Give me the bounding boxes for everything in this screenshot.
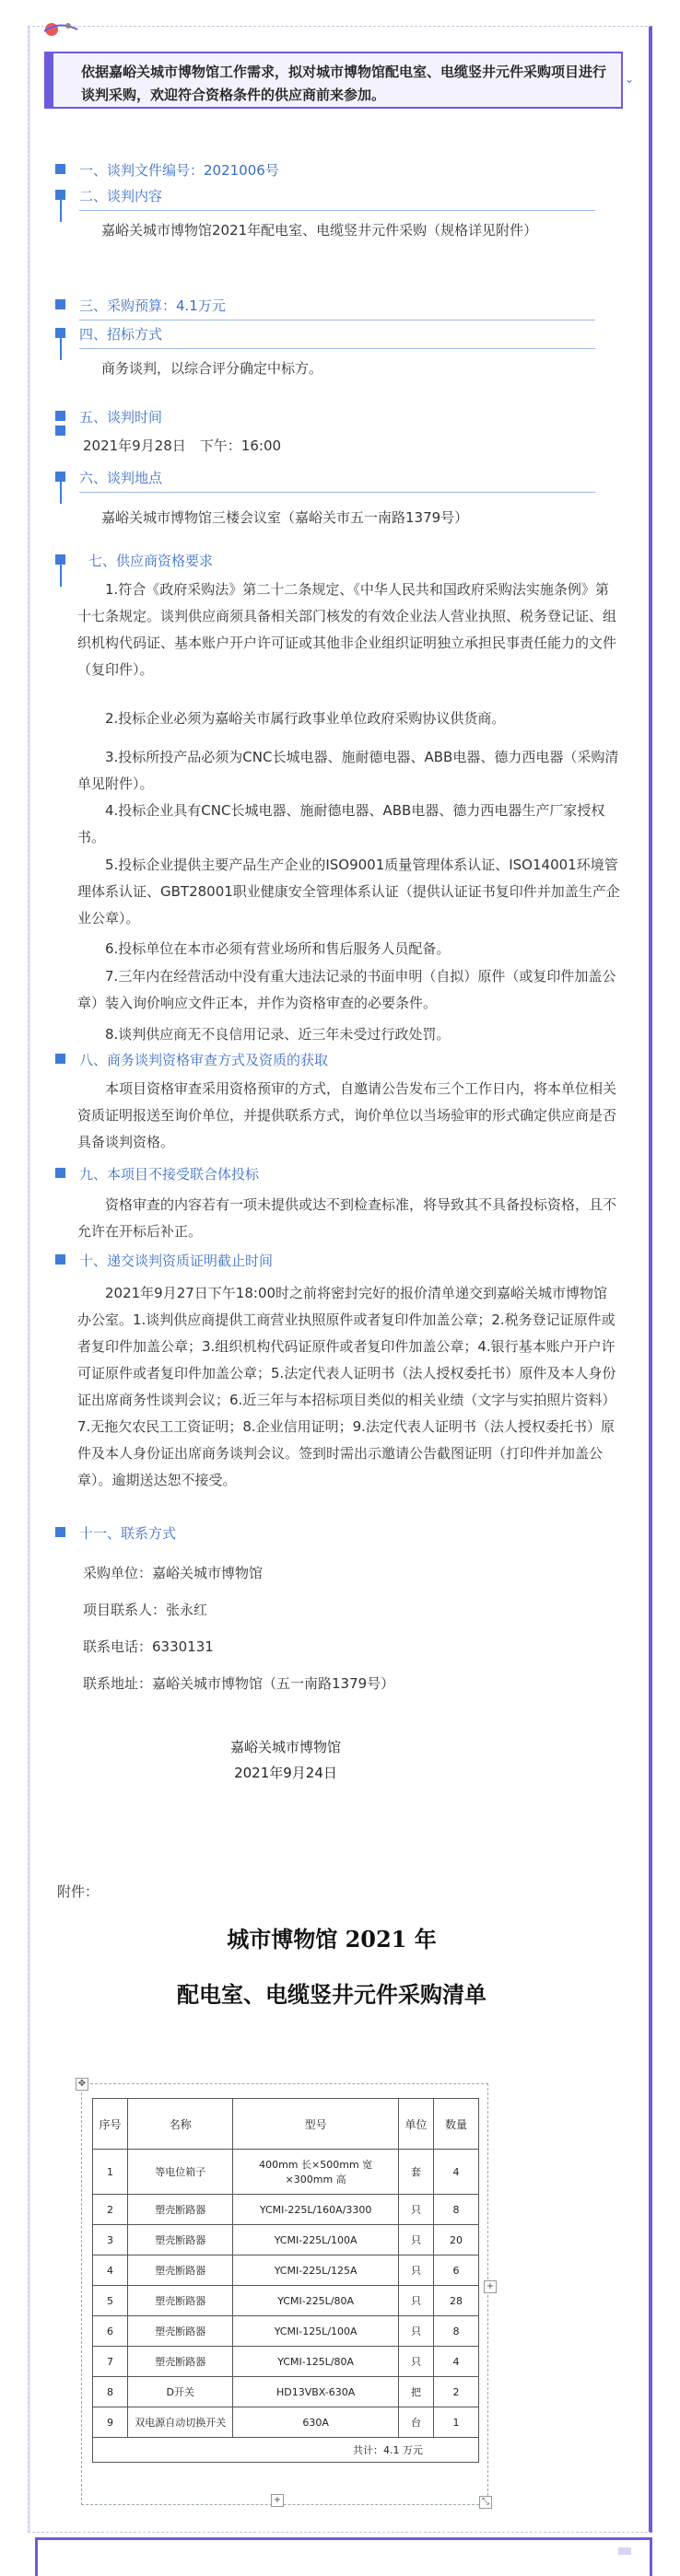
table-row: [93, 2150, 479, 2195]
req-item-7: 7.三年内在经营活动中没有重大违法记录的书面申明（自拟）原件（或复印件加盖公章）装入询价响应文件正本，并作为资格审查的必要条件。: [77, 968, 616, 1011]
bullet-icon: [55, 299, 65, 309]
table-header-row: [93, 2099, 479, 2150]
req-item-8: 8.谈判供应商无不良信用记录、近三年未受过行政处罚。: [105, 1026, 451, 1043]
attachment-label: 附件：: [57, 1883, 100, 1900]
cell-model: YCMI-225L/160A/3300: [233, 2195, 399, 2225]
cell-name: 塑壳断路器: [128, 2255, 233, 2286]
cell-model: HD13VBX-630A: [233, 2377, 399, 2407]
cell-index: 6: [93, 2316, 128, 2347]
cell-unit: 只: [398, 2225, 433, 2255]
cell-name: 塑壳断路器: [128, 2347, 233, 2377]
cell-unit: 只: [398, 2347, 433, 2377]
section-6-body: 嘉峪关城市博物馆三楼会议室（嘉峪关市五一南路1379号）: [101, 509, 469, 526]
header-unit: 单位: [398, 2099, 433, 2150]
section-4-body: 商务谈判，以综合评分确定中标方。: [101, 360, 323, 377]
section-title: 三、采购预算：4.1万元: [79, 297, 226, 314]
cell-index: 9: [93, 2407, 128, 2438]
section-10-body: 2021年9月27日下午18:00时之前将密封完好的报价清单递交到嘉峪关城市博物馆办公室。1.谈判供应商提供工商营业执照原件或者复印件加盖公章；2.税务登记证原件或者复印件加盖公章；3.组织机构代码证原件或者复印件加盖公章；4.银行基本账户开户许可证原件或者复印件加盖公章；5.法定代表人证明书（法人授权委托书）原件及本人身份证出席商务性谈判会议；6.近三年与本招标项目类似的相关业绩（文字与实拍照片资料）7.无拖欠农民工工资证明；8.企业信用证明；9.法定代表人证明书（法人授权委托书）原件及本人身份证出席商务谈判会议。签到时需出示邀请公告截图证明（打印件并加盖公章）。逾期送达恕不接受。: [77, 1285, 616, 1488]
section-title: 一、谈判文件编号：2021006号: [79, 162, 279, 179]
add-row-button[interactable]: +: [271, 2494, 284, 2507]
req-item-5: 5.投标企业提供主要产品生产企业的ISO9001质量管理体系认证、ISO14001环境管理体系认证、GBT28001职业健康安全管理体系认证（提供认证证书复印件并加盖生产企业公章）。: [77, 857, 620, 927]
cell-qty: 1: [433, 2407, 478, 2438]
bottom-frame: [35, 2537, 652, 2576]
cell-name: 等电位箱子: [128, 2150, 233, 2195]
header-qty: 数量: [433, 2099, 478, 2150]
cell-qty: 8: [433, 2195, 478, 2225]
section-title: 五、谈判时间: [79, 409, 163, 425]
req-item-2: 2.投标企业必须为嘉峪关市属行政事业单位政府采购协议供货商。: [105, 710, 506, 727]
cell-unit: 把: [398, 2377, 433, 2407]
section-title: 十一、联系方式: [79, 1525, 177, 1542]
cell-name: 塑壳断路器: [128, 2286, 233, 2316]
bullet-icon: [55, 1168, 65, 1178]
purchase-table: [92, 2098, 479, 2463]
cell-unit: 只: [398, 2195, 433, 2225]
bullet-icon: [55, 1254, 65, 1265]
table-row: [93, 2347, 479, 2377]
req-item-3: 3.投标所投产品必须为CNC长城电器、施耐德电器、ABB电器、德力西电器（采购清单见附件）。: [77, 749, 619, 792]
section-title: 八、商务谈判资格审查方式及资质的获取: [79, 1052, 329, 1068]
section-8-body: 本项目资格审查采用资格预审的方式，自邀请公告发布三个工作日内，将本单位相关资质证明报送至询价单位，并提供联系方式，询价单位以当场验审的形式确定供应商是否具备谈判资格。: [77, 1080, 617, 1150]
cell-qty: 2: [433, 2377, 478, 2407]
cell-unit: 只: [398, 2286, 433, 2316]
bullet-icon: [55, 411, 65, 421]
cell-index: 4: [93, 2255, 128, 2286]
doc-title-line-2: 配电室、电缆竖井元件采购清单: [177, 1981, 487, 2008]
doc-title-line-1: 城市博物馆 2021 年: [227, 1926, 437, 1952]
cell-name: 塑壳断路器: [128, 2195, 233, 2225]
section-2-body: 嘉峪关城市博物馆2021年配电室、电缆竖井元件采购（规格详见附件）: [101, 222, 538, 239]
cell-unit: 台: [398, 2407, 433, 2438]
cell-name: 双电源自动切换开关: [128, 2407, 233, 2438]
contact-phone: 联系电话：6330131: [83, 1638, 214, 1655]
section-title: 九、本项目不接受联合体投标: [79, 1166, 260, 1183]
table-row: [93, 2316, 479, 2347]
cell-qty: 6: [433, 2255, 478, 2286]
section-9-body: 资格审查的内容若有一项未提供或达不到检查标准，将导致其不具备投标资格，且不允许在开标后补正。: [77, 1196, 617, 1240]
cell-model: YCMI-125L/100A: [233, 2316, 399, 2347]
cell-unit: 只: [398, 2255, 433, 2286]
intro-text: 依据嘉峪关城市博物馆工作需求，拟对城市博物馆配电室、电缆竖井元件采购项目进行谈判采购，欢迎符合资格条件的供应商前来参加。: [81, 64, 607, 103]
section-title: 四、招标方式: [79, 326, 163, 343]
bullet-icon: [55, 164, 65, 174]
req-item-1: 1.符合《政府采购法》第二十二条规定、《中华人民共和国政府采购法实施条例》第十七条规定。谈判供应商须具备相关部门核发的有效企业法人营业执照、税务登记证、组织机构代码证、基本账户开户许可证或其他非企业组织证明独立承担民事责任能力的文件（复印件）。: [77, 581, 617, 678]
cell-unit: 只: [398, 2316, 433, 2347]
cell-qty: 4: [433, 2347, 478, 2377]
table-row: [93, 2407, 479, 2438]
section-5-body: 2021年9月28日 下午：16:00: [83, 437, 282, 454]
cell-index: 2: [93, 2195, 128, 2225]
resize-handle-icon[interactable]: ⤡: [479, 2496, 492, 2509]
cell-model: YCMI-125L/80A: [233, 2347, 399, 2377]
cell-unit: 套: [398, 2150, 433, 2195]
cell-model: YCMI-225L/125A: [233, 2255, 399, 2286]
contact-address: 联系地址：嘉峪关城市博物馆（五一南路1379号）: [83, 1675, 395, 1692]
cell-index: 3: [93, 2225, 128, 2255]
header-name: 名称: [128, 2099, 233, 2150]
cell-index: 5: [93, 2286, 128, 2316]
cell-name: 塑壳断路器: [128, 2316, 233, 2347]
header-index: 序号: [93, 2099, 128, 2150]
cell-model: YCMI-225L/80A: [233, 2286, 399, 2316]
table-row: [93, 2195, 479, 2225]
cell-model: 630A: [233, 2407, 399, 2438]
table-total: 共计：4.1 万元: [93, 2438, 479, 2463]
cell-name: D开关: [128, 2377, 233, 2407]
section-title: 七、供应商资格要求: [88, 553, 214, 569]
table-total-row: [93, 2438, 479, 2463]
req-item-4: 4.投标企业具有CNC长城电器、施耐德电器、ABB电器、德力西电器生产厂家授权书。: [77, 802, 605, 845]
cell-qty: 28: [433, 2286, 478, 2316]
logo-icon: [41, 18, 96, 39]
bullet-icon: [55, 1527, 65, 1537]
header-model: 型号: [233, 2099, 399, 2150]
cell-name: 塑壳断路器: [128, 2225, 233, 2255]
cell-qty: 20: [433, 2225, 478, 2255]
intro-box: [44, 52, 634, 109]
contact-person: 项目联系人：张永红: [83, 1602, 208, 1618]
chevron-down-icon: ⌄: [624, 73, 634, 86]
cell-model: 400mm 长×500mm 宽×300mm 高: [233, 2150, 399, 2195]
section-title: 二、谈判内容: [79, 188, 163, 204]
cell-qty: 8: [433, 2316, 478, 2347]
table-row: [93, 2255, 479, 2286]
contact-unit: 采购单位：嘉峪关城市博物馆: [83, 1565, 264, 1581]
cell-model: YCMI-225L/100A: [233, 2225, 399, 2255]
add-column-button[interactable]: +: [484, 2280, 497, 2293]
req-item-6: 6.投标单位在本市必须有营业场所和售后服务人员配备。: [105, 940, 451, 957]
signature-date: 2021年9月24日: [234, 1765, 337, 1781]
section-title: 十、递交谈判资质证明截止时间: [79, 1253, 274, 1269]
cell-qty: 4: [433, 2150, 478, 2195]
table-move-handle-icon[interactable]: ✥: [76, 2078, 88, 2091]
signature-org: 嘉峪关城市博物馆: [229, 1739, 341, 1755]
table-row: [93, 2377, 479, 2407]
table-row: [93, 2225, 479, 2255]
cell-index: 8: [93, 2377, 128, 2407]
cell-index: 7: [93, 2347, 128, 2377]
cell-index: 1: [93, 2150, 128, 2195]
bullet-icon: [55, 1054, 65, 1064]
section-title: 六、谈判地点: [79, 470, 163, 486]
table-row: [93, 2286, 479, 2316]
